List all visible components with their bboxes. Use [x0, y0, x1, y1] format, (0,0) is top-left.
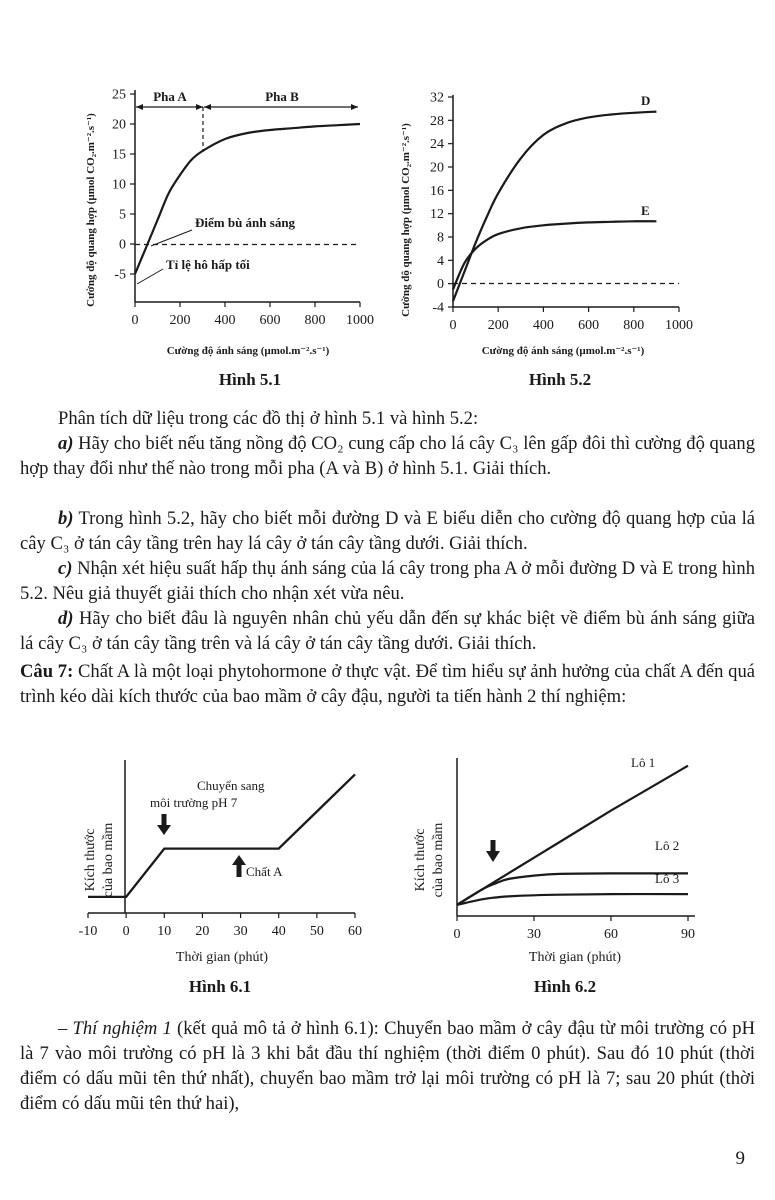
y-tick-label: 8 [437, 230, 444, 246]
dash: – [58, 1018, 73, 1039]
x-tick-label: 0 [131, 313, 139, 328]
figure-5-1-caption: Hình 5.1 [218, 370, 282, 389]
lot-2-curve [457, 873, 688, 904]
y-tick-label: -4 [432, 300, 444, 316]
question-d [20, 606, 755, 656]
x-tick-label: 60 [348, 924, 362, 939]
figure-6-1-caption: Hình 6.1 [188, 977, 252, 996]
y-tick-label: 20 [430, 160, 444, 176]
x-tick-label: 1000 [346, 313, 374, 328]
lot-3-label: Lô 3 [655, 871, 680, 886]
y-tick-label: 4 [437, 253, 444, 269]
arrowhead [196, 104, 203, 110]
intro-paragraph: Phân tích dữ liệu trong các đồ thị ở hình 5.1 và hình 5.2: [58, 408, 479, 429]
x-tick-label: 1000 [665, 318, 693, 333]
y-tick-label: 15 [112, 147, 126, 163]
lot-1-label: Lô 1 [631, 755, 656, 770]
question-label: b) [58, 508, 74, 529]
compensation-point-label: Điểm bù ánh sáng [195, 215, 296, 230]
x-axis-label: Thời gian (phút) [175, 950, 269, 965]
lot-2-label: Lô 2 [655, 838, 680, 853]
y-tick-label: 25 [112, 87, 126, 103]
compensation-pointer [151, 230, 192, 246]
annotation-switch-line2: môi trường pH 7 [150, 795, 238, 810]
question-text: Trong hình 5.2, hãy cho biết mỗi đường D và E biểu diễn cho cường độ quang hợp của lá cây C₃ ở tán cây tầng trên hay lá cây ở tán cây tầng dưới. Giải thích. [20, 508, 755, 554]
y-tick-label: 24 [430, 137, 444, 153]
figure-5-1 [80, 70, 390, 370]
y-tick-label: 10 [112, 177, 126, 193]
annotation-switch-line1: Chuyển sang [197, 778, 265, 793]
figure-6-2-caption: Hình 6.2 [533, 977, 597, 996]
phase-b-label: Pha B [265, 89, 299, 104]
question-text: Nhận xét hiệu suất hấp thụ ánh sáng của lá cây trong pha A ở mỗi đường D và E trong hình 5.2. Nêu giả thuyết giải thích cho nhận xét vừa nêu. [20, 558, 755, 604]
x-tick-label: 600 [578, 318, 600, 333]
y-axis-label: của bao mầm [101, 822, 116, 898]
y-tick-label: 28 [430, 113, 444, 129]
y-axis-label: Cường độ quang hợp (µmol CO₂.m⁻².s⁻¹) [85, 113, 97, 307]
y-tick-label: 0 [437, 277, 444, 293]
question-text: Hãy cho biết đâu là nguyên nhân chủ yếu dẫn đến sự khác biệt về điểm bù ánh sáng giữa lá cây C₃ ở tán cây tầng trên và lá cây ở tán cây tầng dưới. Giải thích. [20, 608, 755, 654]
curve-d-label: D [641, 93, 651, 108]
x-tick-label: 200 [169, 313, 191, 328]
arrowhead [351, 104, 358, 110]
x-tick-label: 20 [195, 924, 210, 939]
x-tick-label: 10 [157, 924, 172, 939]
y-axis-label: Kích thước [413, 828, 428, 892]
y-axis-label: Cường độ quang hợp (µmol CO₂.m⁻².s⁻¹) [400, 123, 412, 317]
y-axis-label: Kích thước [83, 828, 98, 892]
annotation-chem-a: Chất A [246, 864, 283, 879]
page-number: 9 [735, 1148, 745, 1169]
x-tick-label: 800 [304, 313, 326, 328]
figure-5-2 [395, 70, 715, 370]
curve-d [453, 112, 656, 302]
question-label: d) [58, 608, 74, 629]
respiration-pointer [137, 269, 163, 284]
experiment-1-text: (kết quả mô tả ở hình 6.1): Chuyển bao mầm ở cây đậu từ môi trường có pH là 7 vào môi trường có pH là 3 khi bắt đầu thí nghiệm (thời điểm 0 phút). Sau đó 10 phút (thời điểm có dấu mũi tên thứ nhất), chuyển bao mầm trở lại môi trường có pH là 7; sau 20 phút (thời điểm có dấu mũi tên thứ hai), [20, 1018, 755, 1114]
experiment-1-label: Thí nghiệm 1 [72, 1018, 172, 1039]
x-tick-label: 0 [453, 927, 461, 942]
question-text: Hãy cho biết nếu tăng nồng độ CO₂ cung cấp cho lá cây C₃ lên gấp đôi thì cường độ quang hợp thay đổi như thế nào trong mỗi pha (A và B) ở hình 5.1. Giải thích. [20, 433, 755, 479]
x-axis-label: Thời gian (phút) [528, 950, 622, 965]
figure-6-2 [400, 748, 720, 973]
curve-e [453, 221, 656, 289]
x-tick-label: 600 [259, 313, 281, 328]
experiment-1-paragraph [20, 1016, 755, 1116]
y-tick-label: 20 [112, 117, 126, 133]
y-tick-label: 12 [430, 207, 444, 223]
question-b [20, 506, 755, 556]
y-tick-label: -5 [114, 267, 126, 283]
x-axis-label: Cường độ ánh sáng (µmol.m⁻².s⁻¹) [166, 345, 330, 357]
question-7 [20, 659, 755, 709]
x-tick-label: 30 [527, 927, 541, 942]
question-7-text: Chất A là một loại phytohormone ở thực vật. Để tìm hiểu sự ảnh hưởng của chất A đến quá trình kéo dài kích thước của bao mầm ở cây đậu, người ta tiến hành 2 thí nghiệm: [20, 661, 756, 707]
y-tick-label: 32 [430, 90, 444, 106]
curve-e-label: E [641, 203, 650, 218]
phase-a-label: Pha A [153, 89, 187, 104]
y-axis-label: của bao mầm [431, 822, 446, 898]
x-tick-label: -10 [78, 924, 98, 939]
arrowhead [136, 104, 143, 110]
x-tick-label: 30 [233, 924, 248, 939]
x-tick-label: 400 [214, 313, 236, 328]
down-arrow-icon [486, 840, 500, 862]
question-label: c) [58, 558, 73, 579]
x-tick-label: 200 [487, 318, 509, 333]
x-tick-label: 400 [532, 318, 554, 333]
y-tick-label: 0 [119, 237, 126, 253]
figure-5-2-caption: Hình 5.2 [528, 370, 592, 389]
respiration-rate-label: Tỉ lệ hô hấp tối [166, 257, 250, 272]
x-tick-label: 800 [623, 318, 645, 333]
y-tick-label: 5 [119, 207, 126, 223]
question-c [20, 556, 755, 606]
question-label: a) [58, 433, 74, 454]
x-tick-label: 40 [271, 924, 286, 939]
x-tick-label: 0 [449, 318, 457, 333]
x-tick-label: 0 [122, 924, 130, 939]
question-a [20, 431, 755, 481]
y-tick-label: 16 [430, 183, 444, 199]
question-7-label: Câu 7: [20, 661, 74, 682]
x-tick-label: 90 [681, 927, 695, 942]
x-axis-label: Cường độ ánh sáng (µmol.m⁻².s⁻¹) [481, 345, 645, 357]
up-arrow-icon [232, 855, 246, 877]
figure-6-1 [70, 748, 380, 973]
x-tick-label: 50 [309, 924, 324, 939]
arrowhead [204, 104, 211, 110]
down-arrow-icon [157, 814, 171, 835]
lot-3-curve [457, 894, 688, 905]
photosynthesis-curve [135, 124, 360, 274]
x-tick-label: 60 [604, 927, 618, 942]
